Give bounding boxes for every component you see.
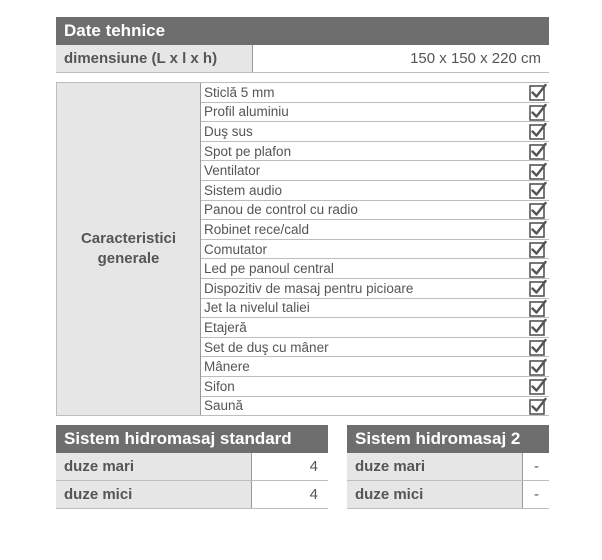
- checked-box-icon: [529, 299, 547, 317]
- list-item: [201, 259, 549, 279]
- table-row: [56, 481, 328, 509]
- feature-label: Etajeră: [204, 319, 247, 335]
- list-item: [201, 201, 549, 221]
- checked-box-icon: [529, 122, 547, 140]
- list-item: [201, 338, 549, 358]
- checked-box-icon: [529, 181, 547, 199]
- feature-label: Panou de control cu radio: [204, 202, 358, 218]
- checked-box-icon: [529, 260, 547, 278]
- system-2-title: Sistem hidromasaj 2: [347, 425, 549, 453]
- dimension-value: 150 x 150 x 220 cm: [252, 45, 549, 72]
- checked-box-icon: [529, 377, 547, 395]
- list-item: [201, 357, 549, 377]
- large-nozzles-value: -: [522, 453, 549, 480]
- checked-box-icon: [529, 201, 547, 219]
- feature-label: Spot pe plafon: [204, 143, 292, 159]
- feature-list: [200, 83, 549, 415]
- feature-label: Sifon: [204, 378, 235, 394]
- feature-label: Sticlă 5 mm: [204, 84, 275, 100]
- list-item: [201, 161, 549, 181]
- checked-box-icon: [529, 103, 547, 121]
- checked-box-icon: [529, 240, 547, 258]
- checked-box-icon: [529, 397, 547, 415]
- general-features-label-line2: generale: [97, 250, 160, 267]
- feature-label: Set de duş cu mâner: [204, 339, 329, 355]
- list-item: [201, 299, 549, 319]
- feature-label: Ventilator: [204, 163, 261, 179]
- large-nozzles-value: 4: [251, 453, 328, 480]
- list-item: [201, 181, 549, 201]
- checked-box-icon: [529, 142, 547, 160]
- list-item: [201, 83, 549, 103]
- list-item: [201, 240, 549, 260]
- general-features-label-line1: Caracteristici: [80, 230, 177, 247]
- feature-label: Robinet rece/cald: [204, 221, 310, 237]
- large-nozzles-label: duze mari: [56, 453, 251, 480]
- table-row: [347, 481, 549, 509]
- checked-box-icon: [529, 279, 547, 297]
- dimension-row: [56, 45, 549, 73]
- list-item: [201, 220, 549, 240]
- feature-label: Led pe panoul central: [204, 261, 334, 277]
- list-item: [201, 142, 549, 162]
- list-item: [201, 318, 549, 338]
- feature-label: Duş sus: [204, 123, 253, 139]
- feature-label: Jet la nivelul taliei: [204, 300, 310, 316]
- feature-label: Mânere: [204, 359, 250, 375]
- feature-label: Sistem audio: [204, 182, 283, 198]
- checked-box-icon: [529, 83, 547, 101]
- small-nozzles-label: duze mici: [347, 481, 522, 508]
- small-nozzles-label: duze mici: [56, 481, 251, 508]
- system-2-table: [347, 425, 549, 509]
- list-item: [201, 377, 549, 397]
- dimension-label: dimensiune (L x l x h): [56, 45, 252, 72]
- checked-box-icon: [529, 358, 547, 376]
- feature-label: Dispozitiv de masaj pentru picioare: [204, 280, 414, 296]
- large-nozzles-label: duze mari: [347, 453, 522, 480]
- list-item: [201, 122, 549, 142]
- checked-box-icon: [529, 338, 547, 356]
- table-row: [56, 453, 328, 481]
- checked-box-icon: [529, 318, 547, 336]
- small-nozzles-value: -: [522, 481, 549, 508]
- feature-label: Comutator: [204, 241, 268, 257]
- checked-box-icon: [529, 162, 547, 180]
- system-standard-title: Sistem hidromasaj standard: [56, 425, 328, 453]
- general-features-label: [57, 83, 200, 415]
- list-item: [201, 103, 549, 123]
- checked-box-icon: [529, 220, 547, 238]
- system-standard-table: [56, 425, 328, 509]
- table-row: [347, 453, 549, 481]
- small-nozzles-value: 4: [251, 481, 328, 508]
- list-item: [201, 397, 549, 416]
- feature-label: Saună: [204, 398, 244, 414]
- feature-label: Profil aluminiu: [204, 104, 289, 120]
- tech-data-title: Date tehnice: [56, 17, 549, 45]
- list-item: [201, 279, 549, 299]
- general-features-table: [56, 82, 549, 416]
